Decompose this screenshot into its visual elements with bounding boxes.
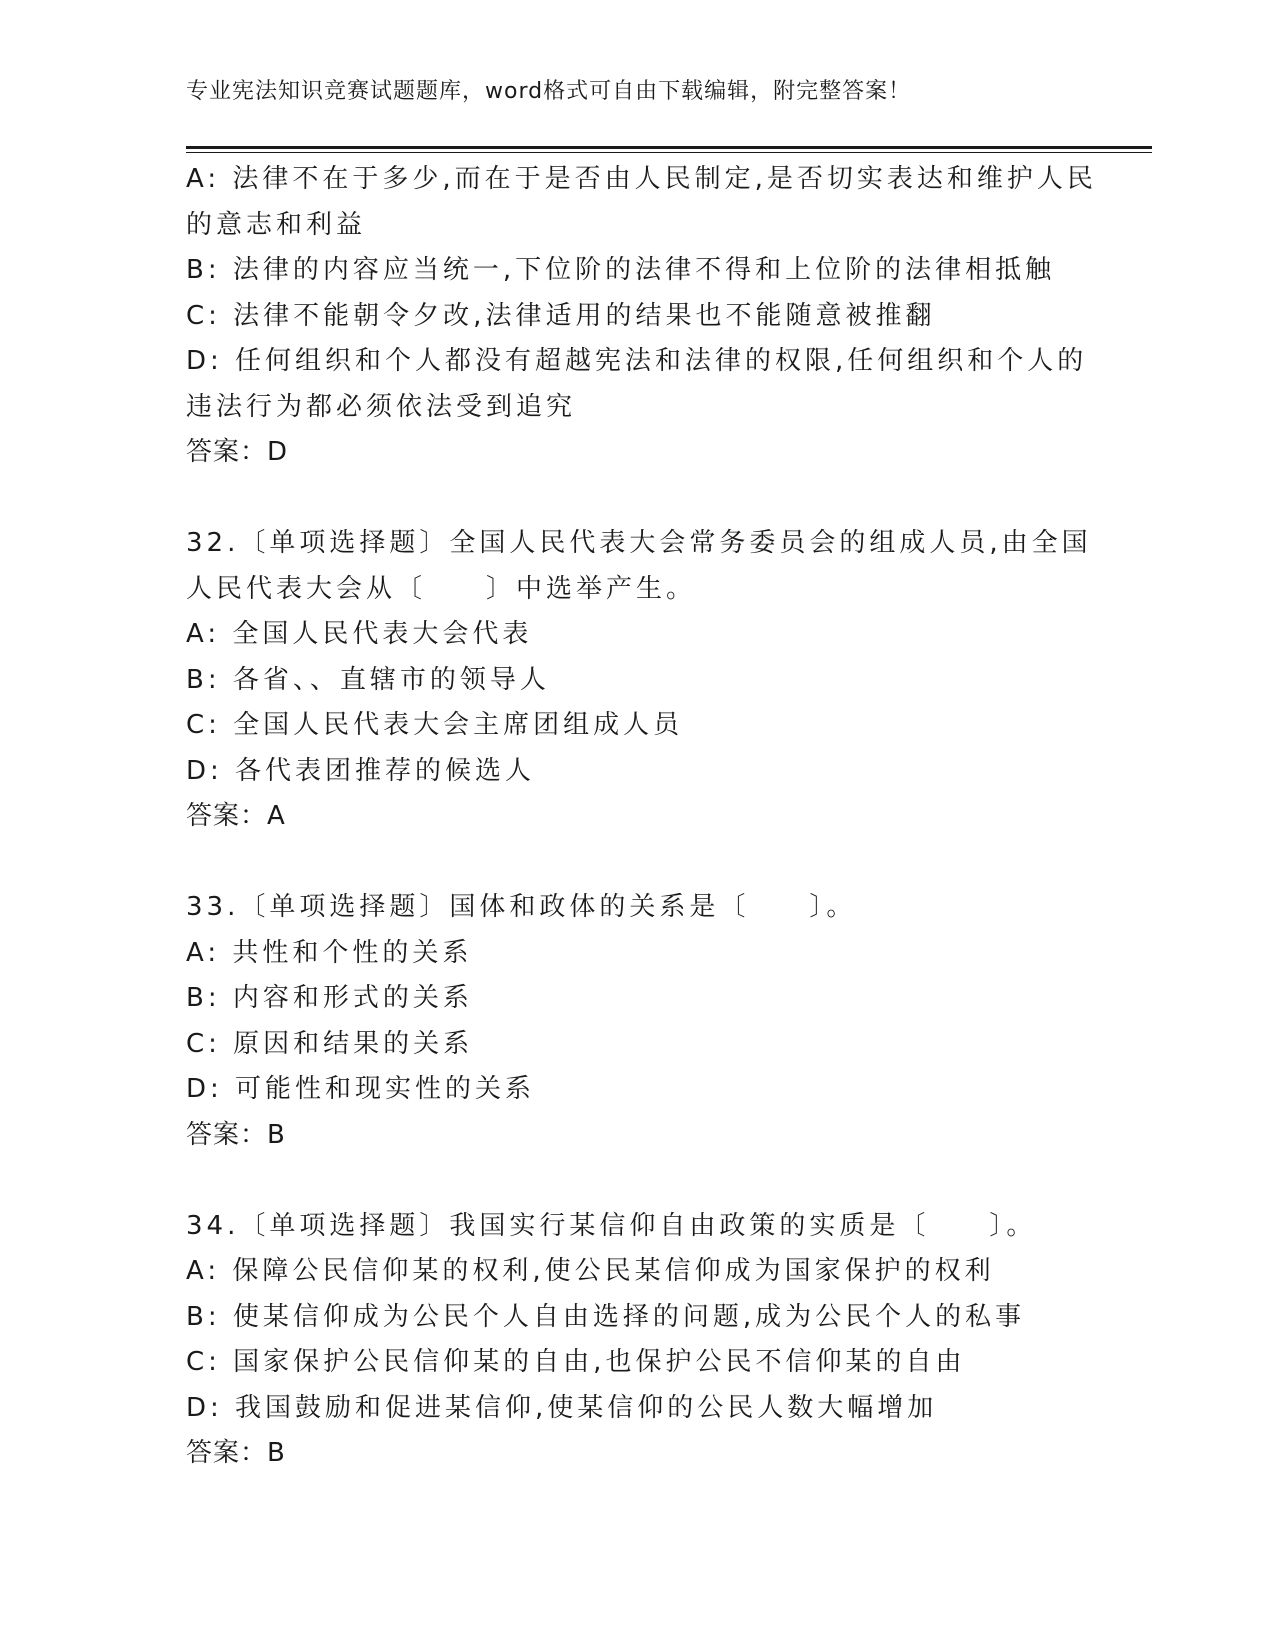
answer: 答案：A bbox=[186, 801, 286, 831]
option-d-line-2: 违法行为都必须依法受到追究 bbox=[186, 391, 577, 422]
question-33 bbox=[186, 885, 1126, 1158]
option-b: B: 法律的内容应当统一,下位阶的法律不得和上位阶的法律相抵触 bbox=[186, 255, 1056, 285]
answer: 答案：B bbox=[186, 1119, 286, 1150]
spacer bbox=[186, 840, 1126, 886]
option-c: C: 原因和结果的关系 bbox=[186, 1028, 474, 1059]
option-d-line-1: D: 任何组织和个人都没有超越宪法和法律的权限,任何组织和个人的 bbox=[186, 346, 1088, 376]
answer: 答案：D bbox=[186, 437, 289, 467]
option-c: C: 国家保护公民信仰某的自由,也保护公民不信仰某的自由 bbox=[186, 1347, 966, 1377]
spacer bbox=[186, 1158, 1126, 1204]
option-a: A: 全国人民代表大会代表 bbox=[186, 619, 533, 649]
option-b: B: 各省、、直辖市的领导人 bbox=[186, 664, 550, 695]
question-stem-line-1: 32.〔单项选择题〕全国人民代表大会常务委员会的组成人员,由全国 bbox=[186, 528, 1092, 558]
option-d: D: 可能性和现实性的关系 bbox=[186, 1074, 536, 1104]
page-header: 专业宪法知识竞赛试题题库，word格式可自由下载编辑，附完整答案！ bbox=[186, 79, 912, 104]
question-31 bbox=[186, 157, 1126, 476]
option-d: D: 我国鼓励和促进某信仰,使某信仰的公民人数大幅增加 bbox=[186, 1392, 938, 1423]
option-b: B: 使某信仰成为公民个人自由选择的问题,成为公民个人的私事 bbox=[186, 1301, 1026, 1332]
option-a-line-1: A: 法律不在于多少,而在于是否由人民制定,是否切实表达和维护人民 bbox=[186, 164, 1097, 194]
option-a-line-2: 的意志和利益 bbox=[186, 209, 367, 240]
question-stem-line-2: 人民代表大会从〔 〕中选举产生。 bbox=[186, 573, 697, 604]
option-a: A: 共性和个性的关系 bbox=[186, 937, 473, 968]
question-32 bbox=[186, 521, 1126, 840]
question-content bbox=[186, 157, 1126, 1477]
option-c: C: 法律不能朝令夕改,法律适用的结果也不能随意被推翻 bbox=[186, 300, 936, 331]
option-b: B: 内容和形式的关系 bbox=[186, 983, 473, 1013]
header-rule-thin bbox=[186, 152, 1152, 153]
question-stem: 33.〔单项选择题〕国体和政体的关系是〔 〕。 bbox=[186, 892, 857, 922]
option-c: C: 全国人民代表大会主席团组成人员 bbox=[186, 710, 684, 740]
answer: 答案：B bbox=[186, 1438, 286, 1468]
question-stem: 34.〔单项选择题〕我国实行某信仰自由政策的实质是〔 〕。 bbox=[186, 1210, 1037, 1241]
header-rule-thick bbox=[186, 146, 1152, 149]
option-a: A: 保障公民信仰某的权利,使公民某信仰成为国家保护的权利 bbox=[186, 1256, 995, 1286]
question-34 bbox=[186, 1204, 1126, 1477]
option-d: D: 各代表团推荐的候选人 bbox=[186, 755, 536, 786]
spacer bbox=[186, 476, 1126, 522]
